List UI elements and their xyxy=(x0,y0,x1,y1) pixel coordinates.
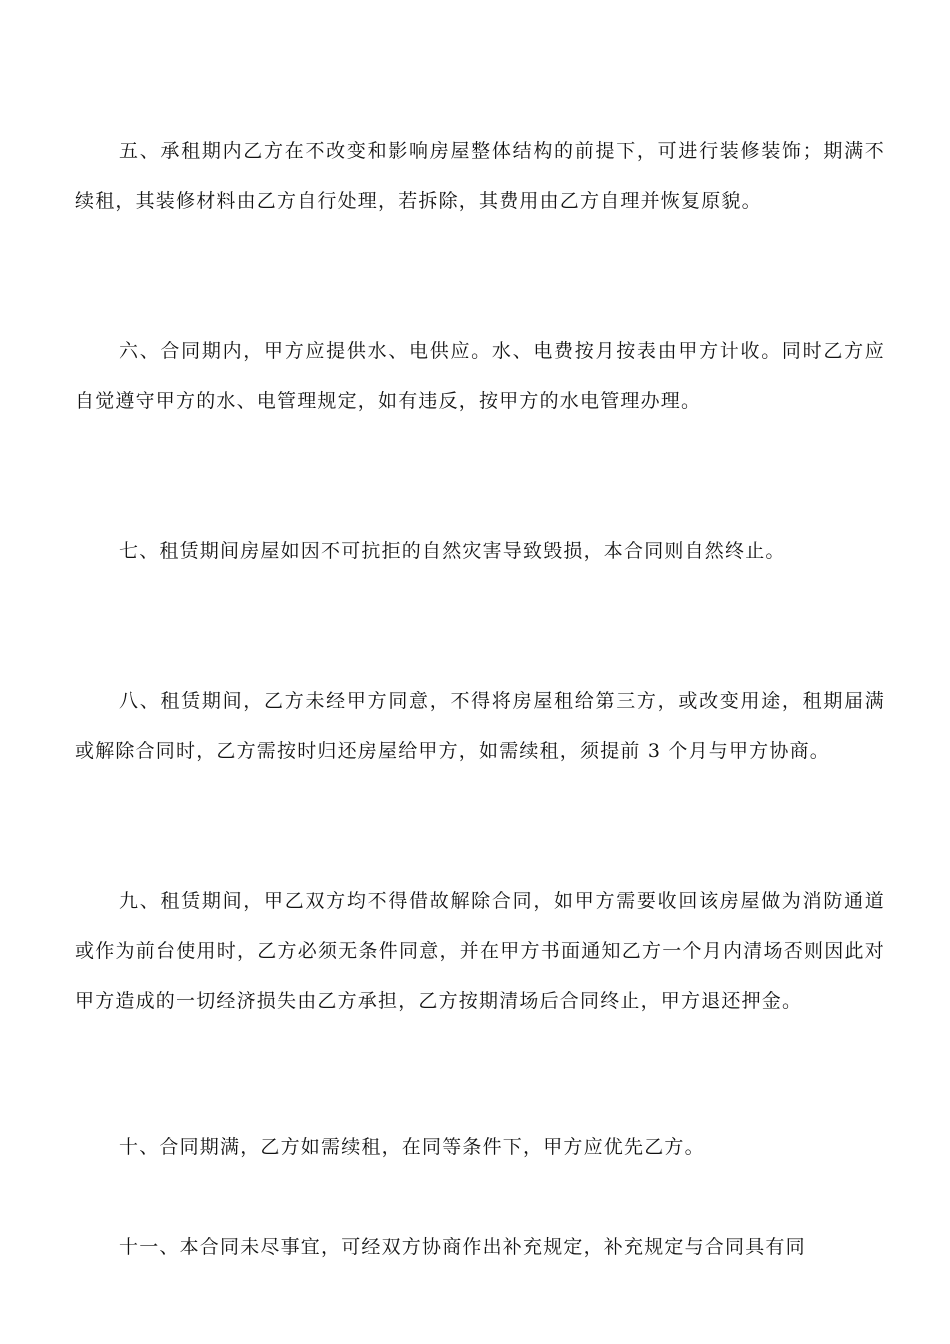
clause-8-paragraph: 八、租赁期间，乙方未经甲方同意，不得将房屋租给第三方，或改变用途，租期届满或解除合同时，乙方需按时归还房屋给甲方，如需续租，须提前 3 个月与甲方协商。 xyxy=(75,690,885,762)
clause-10-paragraph: 十、合同期满，乙方如需续租，在同等条件下，甲方应优先乙方。 xyxy=(119,1136,705,1158)
clause-6-paragraph: 六、合同期内，甲方应提供水、电供应。水、电费按月按表由甲方计收。同时乙方应自觉遵守甲方的水、电管理规定，如有违反，按甲方的水电管理办理。 xyxy=(75,340,885,412)
clause-7-paragraph: 七、租赁期间房屋如因不可抗拒的自然灾害导致毁损，本合同则自然终止。 xyxy=(119,540,786,562)
clause-5-paragraph: 五、承租期内乙方在不改变和影响房屋整体结构的前提下，可进行装修装饰；期满不续租，其装修材料由乙方自行处理，若拆除，其费用由乙方自理并恢复原貌。 xyxy=(75,140,885,212)
clause-11-paragraph: 十一、本合同未尽事宜，可经双方协商作出补充规定，补充规定与合同具有同 xyxy=(119,1236,806,1258)
clause-9-paragraph: 九、租赁期间，甲乙双方均不得借故解除合同，如甲方需要收回该房屋做为消防通道或作为前台使用时，乙方必须无条件同意，并在甲方书面通知乙方一个月内清场否则因此对甲方造成的一切经济损失由乙方承担，乙方按期清场后合同终止，甲方退还押金。 xyxy=(75,890,885,1012)
